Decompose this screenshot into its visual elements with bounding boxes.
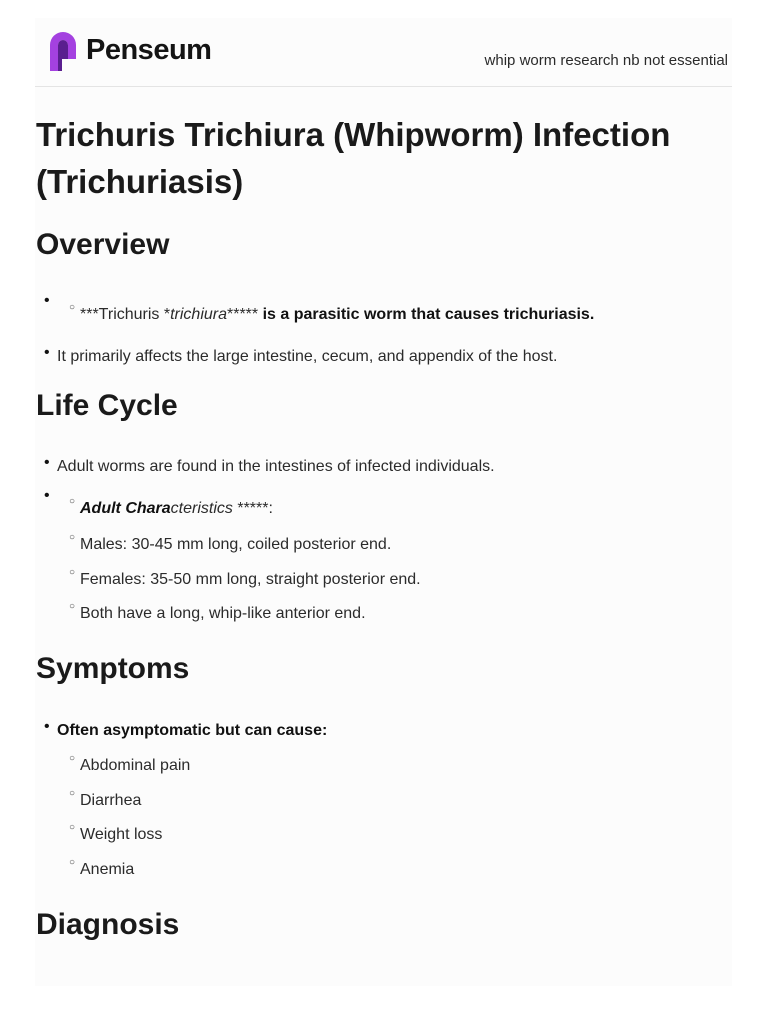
section-heading-life-cycle: Life Cycle [36, 389, 178, 422]
penseum-logo-icon [48, 31, 78, 73]
section-heading-symptoms: Symptoms [36, 652, 190, 685]
brand-name: Penseum [86, 34, 212, 66]
sub-bullet-circle: ○ [69, 788, 76, 799]
list-item-overview-1: ***Trichuris *trichiura***** is a parasitic worm that causes trichuriasis. [80, 306, 595, 323]
document-page [35, 18, 732, 986]
list-item-symptoms-1: Often asymptomatic but can cause: [57, 722, 328, 739]
section-heading-overview: Overview [36, 228, 170, 261]
sub-list-item-both: Both have a long, whip-like anterior end. [80, 605, 366, 622]
sub-bullet-circle: ○ [69, 532, 76, 543]
section-heading-diagnosis: Diagnosis [36, 908, 180, 941]
bullet-dot: • [44, 292, 50, 309]
sub-bullet-circle: ○ [69, 822, 76, 833]
sub-list-item-symptom: Diarrhea [80, 792, 142, 809]
bullet-dot: • [44, 487, 50, 504]
list-item-overview-2: It primarily affects the large intestine, cecum, and appendix of the host. [57, 348, 558, 365]
sub-bullet-circle: ○ [69, 302, 76, 313]
sub-bullet-circle: ○ [69, 857, 76, 868]
header-tagline: whip worm research nb not essential [484, 52, 728, 69]
sub-heading-adult-characteristics: Adult Characteristics *****: [80, 500, 273, 517]
page-header [35, 18, 732, 87]
bullet-dot: • [44, 344, 50, 361]
sub-list-item-symptom: Weight loss [80, 826, 163, 843]
list-item-life-cycle-1: Adult worms are found in the intestines of infected individuals. [57, 458, 495, 475]
document-title: Trichuris Trichiura (Whipworm) Infection (Trichuriasis) [36, 116, 671, 200]
sub-bullet-circle: ○ [69, 601, 76, 612]
sub-bullet-circle: ○ [69, 496, 76, 507]
sub-list-item-symptom: Abdominal pain [80, 757, 191, 774]
sub-list-item-females: Females: 35-50 mm long, straight posterior end. [80, 571, 421, 588]
bullet-dot: • [44, 454, 50, 471]
sub-bullet-circle: ○ [69, 567, 76, 578]
sub-list-item-males: Males: 30-45 mm long, coiled posterior end. [80, 536, 392, 553]
sub-bullet-circle: ○ [69, 753, 76, 764]
bullet-dot: • [44, 718, 50, 735]
sub-list-item-symptom: Anemia [80, 861, 135, 878]
